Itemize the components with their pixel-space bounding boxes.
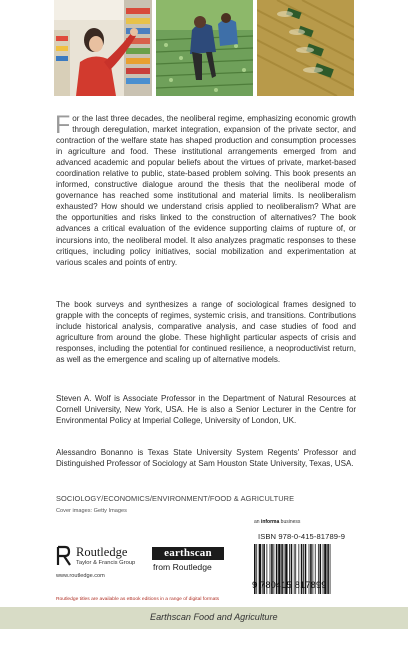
series-bar [0,607,408,629]
routledge-mark-icon [56,545,72,567]
ebook-note: Routledge titles are available as eBook editions in a range of digital formats [56,597,220,602]
barcode-number: 9 780415 817899 [252,580,327,590]
isbn: ISBN 978-0-415-81789-9 [258,532,346,541]
earthscan-logo [152,547,228,577]
routledge-name: Routledge [76,545,128,559]
photo-combine-harvesters [257,0,354,96]
author-name: Steven A. Wolf [56,394,111,403]
earthscan-wordmark: earthscan [152,547,224,560]
drop-cap: F [55,111,71,139]
author-bio-text: is Texas State University System Regents' Professor and Distinguished Professor of Sociology at Sam Houston State University, Texas, USA. [56,448,356,469]
author-bio-bonanno [56,447,356,469]
series-title: Earthscan Food and Agriculture [150,612,278,622]
subject-categories: SOCIOLOGY/ECONOMICS/ENVIRONMENT/FOOD & AGRICULTURE [56,494,295,503]
photo-supermarket-shopper [54,0,152,96]
author-bio-text: is Associate Professor in the Department of Natural Resources at Cornell University, New York, USA. He is also a Senior Lecturer in the Centre for Environmental Policy at Imperial College, University of London, UK. [56,394,356,426]
informa-brand: informa [260,519,280,525]
photo-rice-field [156,0,253,96]
author-bio-wolf [56,393,356,426]
author-name: Alessandro Bonanno [56,448,133,457]
earthscan-sub: from Routledge [153,562,212,572]
abstract-text: or the last three decades, the neoliberal regime, emphasizing economic growth through deregulation, market integration, expansion of the private sector, and contraction of the welfare state has shaped production and consumption processes in agriculture and food. These institutional arrangements emerged from and advanced academic and popular beliefs about the virtues of private, market-based coordination relative to public, state-based problem solving. This book presents an informed, constructive dialogue around the thesis that the neoliberal mode of governance has reached some institutional and material limits. Is neoliberalism exhausted? How should we understand crisis applied to neoliberalism? What are the opportunities and risks linked to the construction of alternatives? The book advances a critical evaluation of the evidence supporting claims of rupture of, or incursions into, the neoliberal model. It also analyzes pragmatic responses to these critiques, including policy initiatives, social mobilization and experimentation at various scales and points of entry. [56,114,356,267]
publisher-url: www.routledge.com [56,573,105,579]
description-paragraph: The book surveys and synthesizes a range of sociological frames designed to grapple with the concepts of regimes, systemic crisis, and transitions. Contributions include historical analysis, comparative analysis, and case studies of food and agriculture from around the globe. These highlight particular aspects of crisis and responses, including the potential for continued resilience, a neoproductivist return, as well as the emergence and scaling up of alternative models. [56,300,356,365]
informa-business: an informa business [254,519,301,525]
cover-credit: Cover images: Getty Images [56,508,127,514]
cover-photos [0,0,408,96]
abstract-paragraph [56,113,356,268]
routledge-group: Taylor & Francis Group [76,560,136,566]
